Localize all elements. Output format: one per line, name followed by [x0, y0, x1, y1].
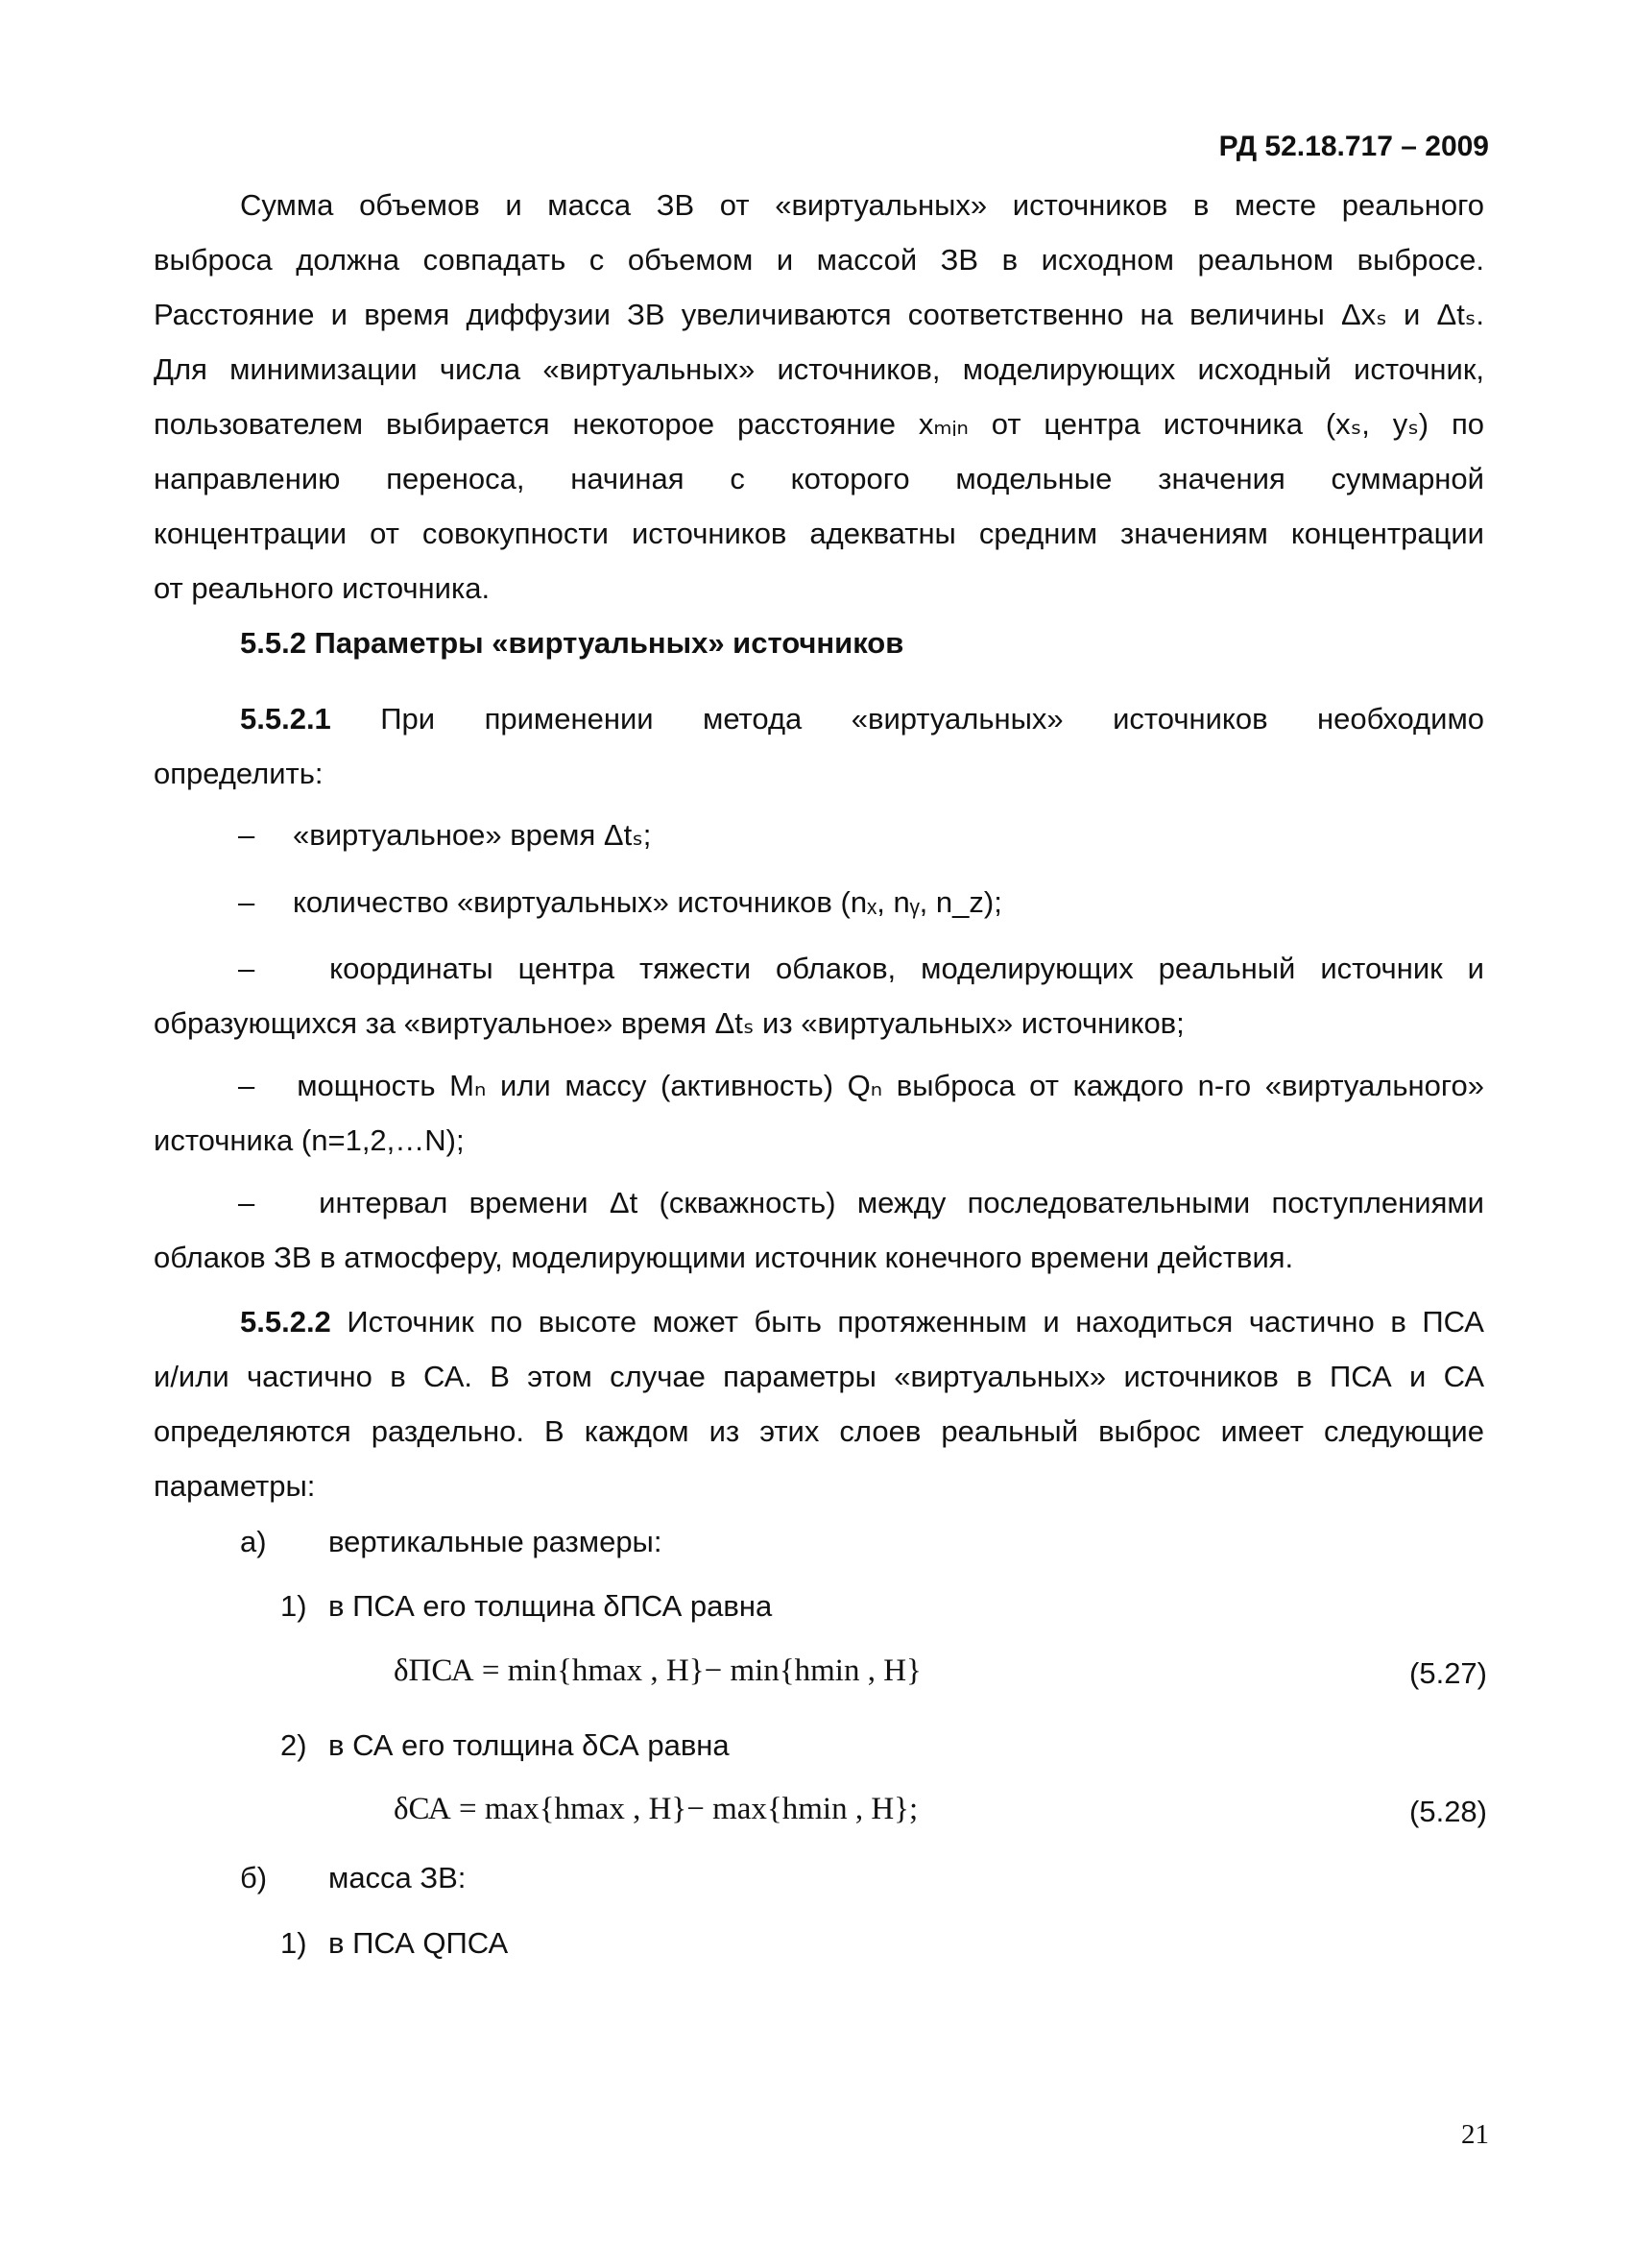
text-line: облаков ЗВ в атмосферу, моделирующими источник конечного времени действия. — [154, 1241, 1294, 1274]
bullet-source-count: количество «виртуальных» источников (nₓ, nᵧ, n_z); — [293, 885, 1002, 919]
dash-bullet: – — [238, 952, 330, 985]
text-line: концентрации от совокупности источников адекватны средним значениям концентрации — [154, 517, 1484, 550]
bullet-text: интервал времени Δt (скважность) между последовательными поступлениями — [319, 1186, 1484, 1219]
text-line: пользователем выбирается некоторое расстояние xₘᵢₙ от центра источника (xₛ, yₛ) по — [154, 407, 1484, 441]
list-label-b: б) — [240, 1861, 268, 1894]
dash-bullet: – — [238, 818, 255, 852]
text-line: Расстояние и время диффузии ЗВ увеличиваются соответственно на величины Δxₛ и Δtₛ. — [154, 298, 1484, 331]
dash-bullet: – — [238, 1069, 298, 1102]
bullet-text: мощность Mₙ или массу (активность) Qₙ выброса от каждого n-го «виртуального» — [297, 1069, 1484, 1102]
clause-text: Источник по высоте может быть протяженным и находиться частично в ПСА — [330, 1305, 1484, 1339]
text-line: и/или частично в СА. В этом случае параметры «виртуальных» источников в ПСА и СА — [154, 1360, 1484, 1393]
text-line: определить: — [154, 757, 324, 790]
list-item-mass: масса ЗВ: — [328, 1861, 467, 1894]
text-line — [154, 1175, 1484, 1230]
formula-delta-sa: δСА = max{hmax , H}− max{hmin , H}; — [394, 1792, 919, 1826]
text-line: направлению переноса, начиная с которого модельные значения суммарной — [154, 462, 1484, 495]
text-line: выброса должна совпадать с объемом и массой ЗВ в исходном реальном выбросе. — [154, 243, 1484, 277]
text-line — [154, 941, 1484, 996]
paragraph-5-5-2-2 — [154, 1294, 1484, 1513]
clause-number: 5.5.2.1 — [240, 702, 331, 736]
text-line: от реального источника. — [154, 571, 491, 605]
paragraph-virtual-sources-intro — [154, 178, 1484, 615]
equation-number-5-27: (5.27) — [1409, 1656, 1487, 1690]
list-label-a: а) — [240, 1525, 267, 1558]
text-line: параметры: — [154, 1469, 316, 1503]
bullet-cloud-coordinates — [154, 941, 1484, 1050]
list-item-sa-thickness: в СА его толщина δСА равна — [328, 1728, 730, 1762]
dash-bullet: – — [238, 885, 255, 919]
bullet-text: координаты центра тяжести облаков, моделирующих реальный источник и — [329, 952, 1484, 985]
bullet-emission-power — [154, 1058, 1484, 1168]
list-label-a1: 1) — [280, 1589, 307, 1623]
text-line — [154, 1294, 1484, 1349]
paragraph-5-5-2-1 — [154, 691, 1484, 801]
list-item-vertical-sizes: вертикальные размеры: — [328, 1525, 662, 1558]
clause-number: 5.5.2.2 — [240, 1305, 331, 1339]
equation-number-5-28: (5.28) — [1409, 1795, 1487, 1828]
text-line: Сумма объемов и масса ЗВ от «виртуальных» источников в месте реального — [240, 188, 1484, 222]
list-item-psa-thickness: в ПСА его толщина δПСА равна — [328, 1589, 773, 1623]
text-line: Для минимизации числа «виртуальных» источников, моделирующих исходный источник, — [154, 352, 1484, 386]
page-number: 21 — [1461, 2119, 1489, 2150]
text-line: источника (n=1,2,…N); — [154, 1123, 465, 1157]
text-line: определяются раздельно. В каждом из этих слоев реальный выброс имеет следующие — [154, 1414, 1484, 1448]
text-line — [154, 1058, 1484, 1113]
text-line — [154, 691, 1484, 746]
dash-bullet: – — [238, 1186, 320, 1219]
text-line: образующихся за «виртуальное» время Δtₛ из «виртуальных» источников; — [154, 1006, 1185, 1040]
section-heading-5-5-2: 5.5.2 Параметры «виртуальных» источников — [240, 626, 904, 660]
formula-delta-psa: δПСА = min{hmax , H}− min{hmin , H} — [394, 1653, 922, 1688]
clause-text: При применении метода «виртуальных» источников необходимо — [330, 702, 1484, 736]
list-label-b1: 1) — [280, 1926, 307, 1960]
list-label-a2: 2) — [280, 1728, 307, 1762]
list-item-psa-mass: в ПСА QПСА — [328, 1926, 509, 1960]
bullet-time-interval — [154, 1175, 1484, 1285]
bullet-virtual-time: «виртуальное» время Δtₛ; — [293, 818, 652, 852]
document-code-header: РД 52.18.717 – 2009 — [1218, 131, 1489, 162]
